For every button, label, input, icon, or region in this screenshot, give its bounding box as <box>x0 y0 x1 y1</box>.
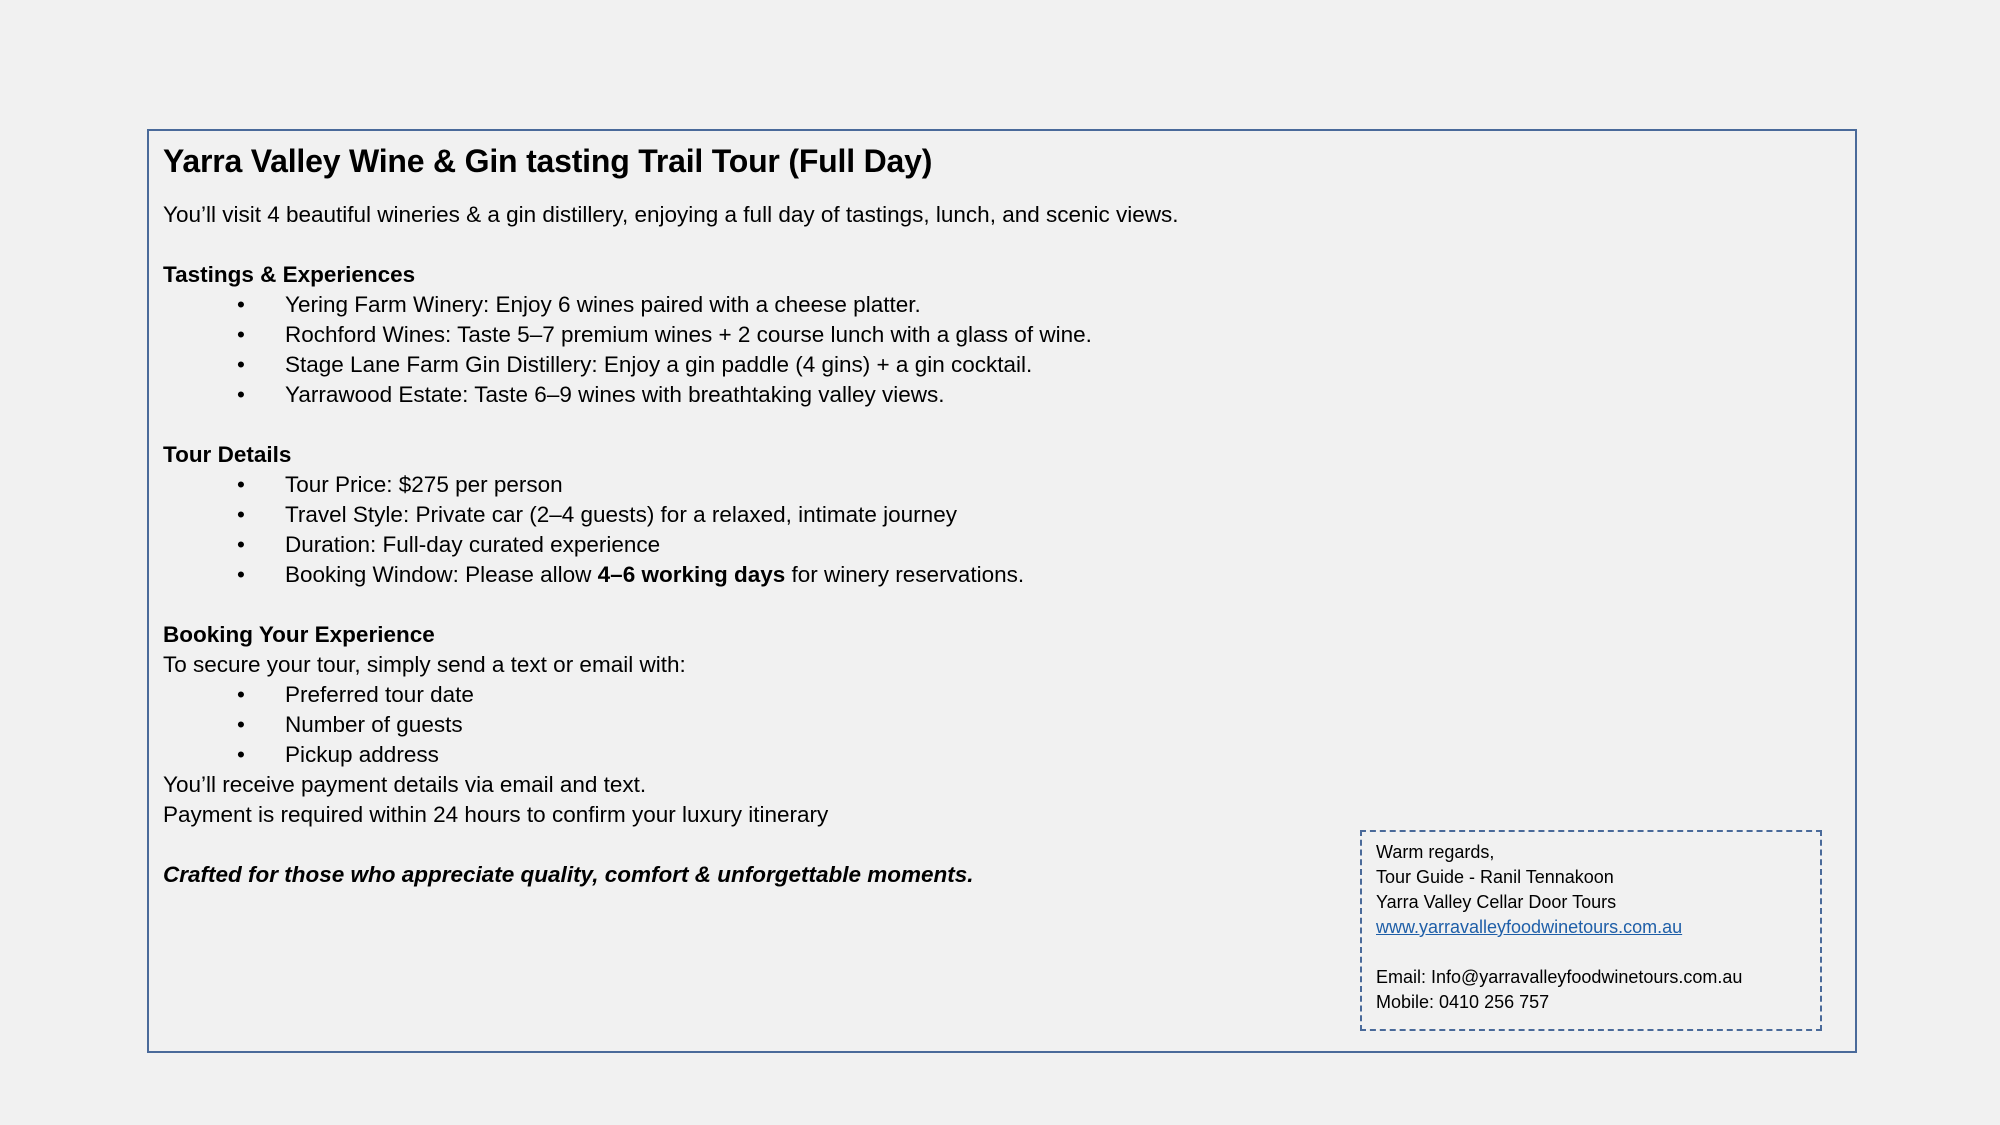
signature-box <box>1360 830 1822 1031</box>
signature-company: Yarra Valley Cellar Door Tours <box>1376 892 1617 912</box>
list-item: • Yarrawood Estate: Taste 6–9 wines with breathtaking valley views. <box>163 380 1663 410</box>
bullet-icon: • <box>237 562 245 587</box>
tastings-heading: Tastings & Experiences <box>163 262 416 287</box>
booking-window-days: 4–6 working days <box>597 562 786 587</box>
bullet-icon: • <box>237 742 245 767</box>
booking-heading: Booking Your Experience <box>163 622 435 647</box>
tour-details-list <box>163 470 1663 590</box>
list-item: • Preferred tour date <box>163 680 1663 710</box>
bullet-icon: • <box>237 322 245 347</box>
list-item: • Tour Price: $275 per person <box>163 470 1663 500</box>
bullet-icon: • <box>237 502 245 527</box>
signature-email: Email: Info@yarravalleyfoodwinetours.com.au <box>1376 967 1743 987</box>
list-item: • Pickup address <box>163 740 1663 770</box>
payment-required-text: Payment is required within 24 hours to confirm your luxury itinerary <box>163 802 829 827</box>
bullet-icon: • <box>237 532 245 557</box>
tagline: Crafted for those who appreciate quality, comfort & unforgettable moments. <box>163 862 974 887</box>
bullet-icon: • <box>237 352 245 377</box>
list-item: • Yering Farm Winery: Enjoy 6 wines paired with a cheese platter. <box>163 290 1663 320</box>
list-item: • Stage Lane Farm Gin Distillery: Enjoy a gin paddle (4 gins) + a gin cocktail. <box>163 350 1663 380</box>
booking-lead: To secure your tour, simply send a text or email with: <box>163 652 686 677</box>
bullet-icon: • <box>237 292 245 317</box>
list-item: • Duration: Full-day curated experience <box>163 530 1663 560</box>
signature-mobile: Mobile: 0410 256 757 <box>1376 992 1550 1012</box>
bullet-icon: • <box>237 682 245 707</box>
tour-details-heading: Tour Details <box>163 442 292 467</box>
list-item: • Travel Style: Private car (2–4 guests) for a relaxed, intimate journey <box>163 500 1663 530</box>
tastings-list <box>163 290 1663 410</box>
intro-text: You’ll visit 4 beautiful wineries & a gin distillery, enjoying a full day of tastings, lunch, and scenic views. <box>163 202 1179 227</box>
bullet-icon: • <box>237 472 245 497</box>
page-title: Yarra Valley Wine & Gin tasting Trail Tour (Full Day) <box>163 143 933 179</box>
payment-details-text: You’ll receive payment details via email and text. <box>163 772 647 797</box>
bullet-icon: • <box>237 382 245 407</box>
bullet-icon: • <box>237 712 245 737</box>
list-item: • Number of guests <box>163 710 1663 740</box>
signature-guide: Tour Guide - Ranil Tennakoon <box>1376 867 1614 887</box>
booking-list <box>163 680 1663 770</box>
website-link[interactable]: www.yarravalleyfoodwinetours.com.au <box>1376 917 1683 937</box>
signature-regards: Warm regards, <box>1376 842 1495 862</box>
document-content <box>163 140 1663 890</box>
list-item: • Rochford Wines: Taste 5–7 premium wines + 2 course lunch with a glass of wine. <box>163 320 1663 350</box>
list-item-booking-window: • Booking Window: Please allow 4–6 working days for winery reservations. <box>163 560 1663 590</box>
